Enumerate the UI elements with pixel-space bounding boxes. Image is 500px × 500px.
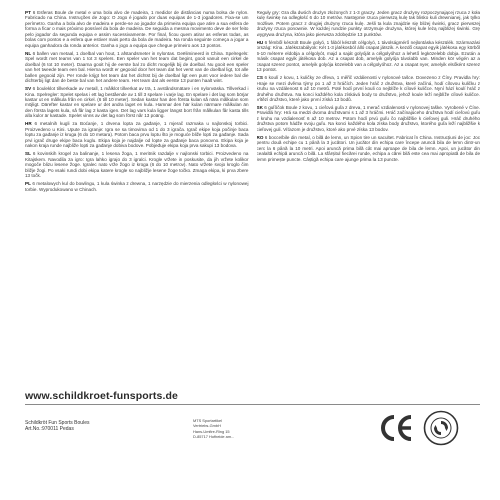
language-code: SV (25, 86, 32, 92)
instruction-columns (25, 10, 480, 388)
product-info (25, 420, 89, 432)
website-url[interactable]: www.schildkroet-funsports.de (25, 390, 178, 402)
company-address (193, 418, 234, 439)
paragraph-text: 6 koulí z kovu, 1 kuličky ze dřeva, 1 měřič vzdálenosti v nylonové tašce. Dovezeno z Číny. Pravidla hry: Hraje se mezi dvěma týmy po 1 až 3 hráčích. Jeden hráč z družstva, které začíná, hodí cílovou kuličku z kruhu na vzdálenost 6 až 10 metrů. Poté hodí první kouli co nejblíže k cílové kuličce. Nyní hází koulí hráč z druhého družstva. Na konci každého kola získává body to družstvo, jehož koule leží nejblíže cílové kuličce. Vítězí družstvo, které jako první získá 13 bodů. (256, 75, 480, 102)
language-code: HR (25, 121, 32, 127)
paragraph-text: 6 ballen van metaal, 1 doelbal van hout, 1 afstandsmeter in nylontas. Geëlimineerd in China. Spelregels: Spel wordt met teams van 1 tot 3 spelers. Een speler van het team dat begint, gooit vanuit een cirkel de doelbal (6 tot 10 meter). Daarna gooit hij de eerste bal zo dicht mogelijk bij de doelbal. Nu gooit een speler van het tweede team een bal. Hierna wordt er gegooid door het team dat het verst van de doelbal ligt, tot alle ballen gegooid zijn. Per ronde krijgt het team dat het dichtst bij de doelbal ligt een punt voor iedere bal die dichterbij ligt dan de beste bal van het andere team. Het team dat als eerste 13 punten haalt wint. (25, 50, 249, 84)
language-code: CS (256, 75, 263, 81)
instruction-paragraph (25, 181, 249, 192)
paragraph-text: 6 metalnih kugli za Boćanje, 1 drvena lopta za gađanje, 1 mjerač razmaka u najlonskoj torbici. Proizvedeno u Kini. Upute za igranje: Igra se sa timovima od 1 do 3 igrača. Igrač ekipe koja počinje baca loptu za gađanje iz kruga (6 do 10 metara). Potom baca prvu loptu što je moguće bliže lopti za gađanje. Sada prvi igrač druge ekipe baca kuglu. Ekipa koja je najdalje od lopte za gađanje baca ponovno. Ekipa koja je nakon kraja runde najbliže lopti za gađanje dobiva bodove. Pobjeđuje ekipa koja prva sakupi 13 bodova. (25, 121, 249, 149)
divider-line (25, 404, 480, 405)
language-code: PT (25, 10, 31, 15)
instruction-paragraph (257, 40, 481, 73)
address-line: MTS Sportartikel (193, 418, 222, 423)
address-line: Vertriebs-GmbH (193, 423, 221, 429)
language-code: PL (25, 181, 31, 187)
paragraph-text: 6 Esferas Boule de metal e uma bola alvo de madeira, 1 medidor de distâncias numa bolsa de nylon. Fabricado na China. Instruções de Jogo: O Jogo é jogado por duas equipas de 1-3 jogadores. Fixa-se um perímetro. Ganha a bola alvo de madeira e perde-se ao jogador da primeira equipa que atire a sua esfera de forma a ficar o mais próximo possível da bola de madeira. De seguida a mesma movimento deve de ser feito pelo jogador da segunda equipa e assim sucessivamente. Por final, ficou quem atirar as esferas todas, as bolas com pontos e a esfera que estiver mais perto da bola de madeira. Na ronda seguinte começa a jogar a equipa ganhadora da ronda anterior. Ganha o jogo a equipa que chegue primeiro aos 13 pontos. (25, 10, 249, 48)
paragraph-text: 6 bouleklot tillverkade av metall, 1 målklot tillverkat av trä, 1 avståndsmätare i en nylonväska. Tillverkad i Kina. Spelregler: Spelet spelas i ett lag bestående av 1 till 3 spelare i varje lag. En spelare i det lag som börjar kastar ut en målkula från en cirkel. (6 till 10 meter). Sedan kastar han den första kulan så nära målkulan som möjligt. Därefter kastar en spelare ur det andra laget en kula. Hamnar den här kulan närmare målkulan än den första lagets kula, så får lag 2 kasta igen. Det lag vars kula ligger längst bort från målkulan får kasta tills alla kulor är kastade. Spelet vinns av det lag som först når 13 poäng. (25, 86, 249, 119)
instruction-column-left (25, 10, 249, 388)
paragraph-text: 6 kovinskih krogel za balinanje, 1 lesena žoga, 1 meritnik razdalje v najlonski torbici. Proizvedeno na Kitajskem. Navodila za igro: Igra lahko igrajo do 3 igralci. Krogle vržete in poskusite, da jih vržete kolikor mogoče blizu lesene žoge. Igralec nato vrže žogo iz kroga (6 do 10 metrov). Nato vržete svojo kroglo čim bližje žogi. Po vsaki rundi dobi ekipa katere krogle so najbližje lesene žoge točko. Zmaga ekipa, ki prva zbere 13 točk. (25, 151, 249, 179)
paragraph-text: 6 metalowych kul do bowlingu, 1 kula świnka z drewna, 1 narzędzie do mierzenia odległości w nylonowej torbie. Wyprodukowano w Chinach. (25, 181, 249, 192)
article-number: Art.No.:970011 Pedas (25, 426, 74, 433)
green-dot-recycling-icon (423, 410, 459, 446)
instruction-paragraph (25, 10, 249, 48)
instruction-paragraph (257, 10, 481, 37)
paragraph-text: 6 guľôčok Boule z kovu, 1 cieľová guľa z dreva, 1 merač vzdialenosti v nylonovej taške. Vyrobené v Číne. Pravidlá hry: Hrá sa medzi dvoma družstvami s 1 až 3 hráčmi. Hráč začínajúceho družstva hodí cieľovú guľu z kruhu na vzdialenosť 6 až 10 metrov. Potom hodí prvú guľu čo najbližšie k cieľovej guli. Hráč druhého družstva potom hádže svoju guľu. Na konci každého kola získa body družstvo, ktorého guľa leží najbližšie k cieľovej guli. Víťazom je družstvo, ktoré ako prvé získa 13 bodov. (256, 105, 480, 132)
paragraph-text: 6 fémből készült Boule golyó, 1 fából készült célgolyó, 1 távolságmérő nejlontáska készülék. Származási ország: Kína. Játékszabályok: Két 1-3 játékosból álló csapat játszik. A kezdő csapat egyik játékosa egy körből 6-10 méterre eldobja a célgolyót, majd a saját golyóját a célgolyóhoz a lehető legközelebb dobja. Ezután a másik csapat egyik játékosa dob. Az a csapat dob, amelyik golyója távolabb van. Minden kör végén az a csapat szerez pontot, amelyik golyója közelebb van a célgolyóhoz. Az a csapat nyer, amelyik elsőként szerez 13 pontot. (256, 39, 480, 73)
paragraph-text: Reguły gry: Gra dla dwóch drużyn złożonych z 1-3 graczy. Jeden gracz drużyny rozpoczynającej rzuca z koła kulę świnkę na odległość 6 do 10 metrów. Następnie rzuca pierwszą kulę tak blisko kuli drewnianej, jak tylko możliwe. Potem gracz z drugiej drużyny rzuca kulę. Jeśli ta kula znajdzie się bliżej świnki, gracz pierwszej drużyny rzuca ponownie. W każdej rundzie punkty otrzymuje drużyna, której kule leżą najbliżej świnki. Grę wygrywa drużyna, która jako pierwsza zdobędzie 13 punktów. (256, 10, 480, 37)
instruction-paragraph (25, 51, 249, 84)
language-code: HU (256, 39, 264, 45)
instruction-column-right (257, 10, 481, 388)
instruction-paragraph (257, 75, 481, 102)
instruction-paragraph (25, 86, 249, 119)
language-code: SL (25, 151, 31, 157)
product-name: Schildkröt Fun Sports Boules (25, 420, 90, 426)
ce-mark-icon (378, 410, 414, 446)
address-line: D-85717 Hofheide am... (193, 433, 235, 439)
language-code: SK (256, 105, 263, 111)
instruction-paragraph (257, 105, 481, 132)
instruction-paragraph (25, 121, 249, 148)
instruction-paragraph (25, 151, 249, 178)
instruction-paragraph (257, 135, 481, 162)
language-code: NL (25, 50, 32, 56)
language-code: RO (256, 134, 264, 140)
paragraph-text: 6 bocce/bile din metal, o bilă de lemn, un Spion tire un sacultet. Fabricat în China. Instrucțiuni de joc: Joc pentru două echipe cu 1 până la 3 jucători. Un jucător din echipa care începe aruncă bila de lemn dintr-un cerc la 6 până la 10 metri. Apoi aruncă prima bilă cât mai aproape de bila de lemn. Apoi, un jucător din cealaltă echipă aruncă o bilă. La sfârșitul fiecărei runde, echipa a cărei bilă este cea mai apropiată de bila de lemn primește puncte. Câștigă echipa care ajunge prima la 13 puncte. (256, 134, 480, 162)
address-line: Hans-Umfire-Ring 15 (193, 428, 230, 434)
